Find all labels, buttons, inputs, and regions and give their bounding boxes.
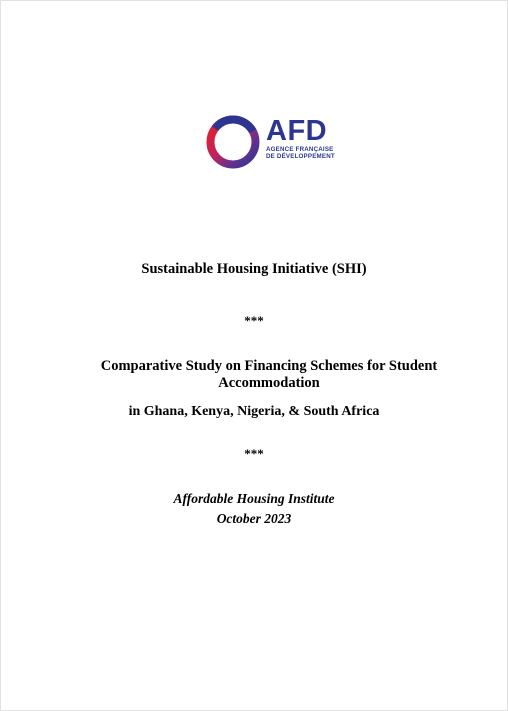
afd-subtitle-line-1: AGENCE FRANÇAISE [266,146,334,153]
afd-ring-icon [205,114,261,170]
study-title: Comparative Study on Financing Schemes for Student Accommodation [100,358,438,391]
program-title: Sustainable Housing Initiative (SHI) [141,261,367,277]
publication-date: October 2023 [216,511,292,526]
separator-stars: *** [244,313,264,328]
author-name: Affordable Housing Institute [173,491,335,506]
study-countries: in Ghana, Kenya, Nigeria, & South Africa [128,404,380,419]
afd-logo [205,114,337,170]
separator-stars: *** [244,446,264,461]
afd-subtitle-line-2: DE DÉVELOPPEMENT [266,153,335,160]
afd-logo-text [266,116,338,160]
afd-wordmark: AFD [266,115,328,147]
